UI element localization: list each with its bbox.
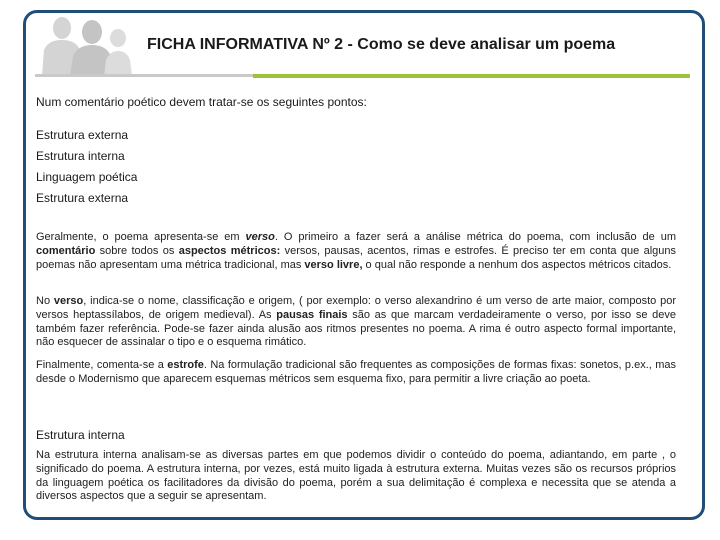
point-item: Estrutura interna [36,149,125,163]
divider-gray [35,74,253,77]
point-item: Linguagem poética [36,170,138,184]
people-silhouette-icon [30,14,140,76]
intro-text: Num comentário poético devem tratar-se os seguintes pontos: [36,95,367,109]
divider-accent [253,74,690,78]
point-item: Estrutura externa [36,128,129,142]
paragraph-verse: No verso, indica-se o nome, classificação e origem, ( por exemplo: o verso alexandrino é um verso de arte maior, composto por versos heptassílabos, de origem medieval). As pausas finais são as que marcam verdadeiramente o verso, por isso se deve também fazer referência. Pode-se fazer ainda alusão aos ritmos presentes no poema. A rima é outro aspecto formal importante, não esquecer de assinalar o tipo e o esquema rimático. [36,295,676,349]
page-title: FICHA INFORMATIVA Nº 2 - Como se deve analisar um poema [147,36,616,53]
paragraph-metrics: Geralmente, o poema apresenta-se em verso. O primeiro a fazer será a análise métrica do poema, com inclusão de um comentário sobre todos os aspectos métricos: versos, pausas, acentos, rimas e estrofes. É preciso ter em conta que alguns poemas não apresentam uma métrica tradicional, mas verso livre, o qual não responde a nenhum dos aspectos métricos citados. [36,231,677,271]
paragraph-internal-structure: Na estrutura interna analisam-se as diversas partes em que podemos dividir o conteúdo do poema, adiantando, em parte , o significado do poema. A estrutura interna, por vezes, está muito ligada à estrutura externa. Muitas vezes são os recursos próprios da linguagem poética os facilitadores da divisão do poema, porém a sua delimitação é complexa e necessita que se atenda a diversos aspectos que a seguir se apresentam. [36,449,676,503]
point-item: Estrutura externa [36,191,129,205]
section-heading: Estrutura interna [36,428,125,442]
paragraph-stanza: Finalmente, comenta-se a estrofe. Na formulação tradicional são frequentes as composições de formas fixas: sonetos, p.ex., mas desde o Modernismo que aparecem esquemas métricos sem esquema fixo, para permitir a livre criação ao poeta. [36,359,676,385]
